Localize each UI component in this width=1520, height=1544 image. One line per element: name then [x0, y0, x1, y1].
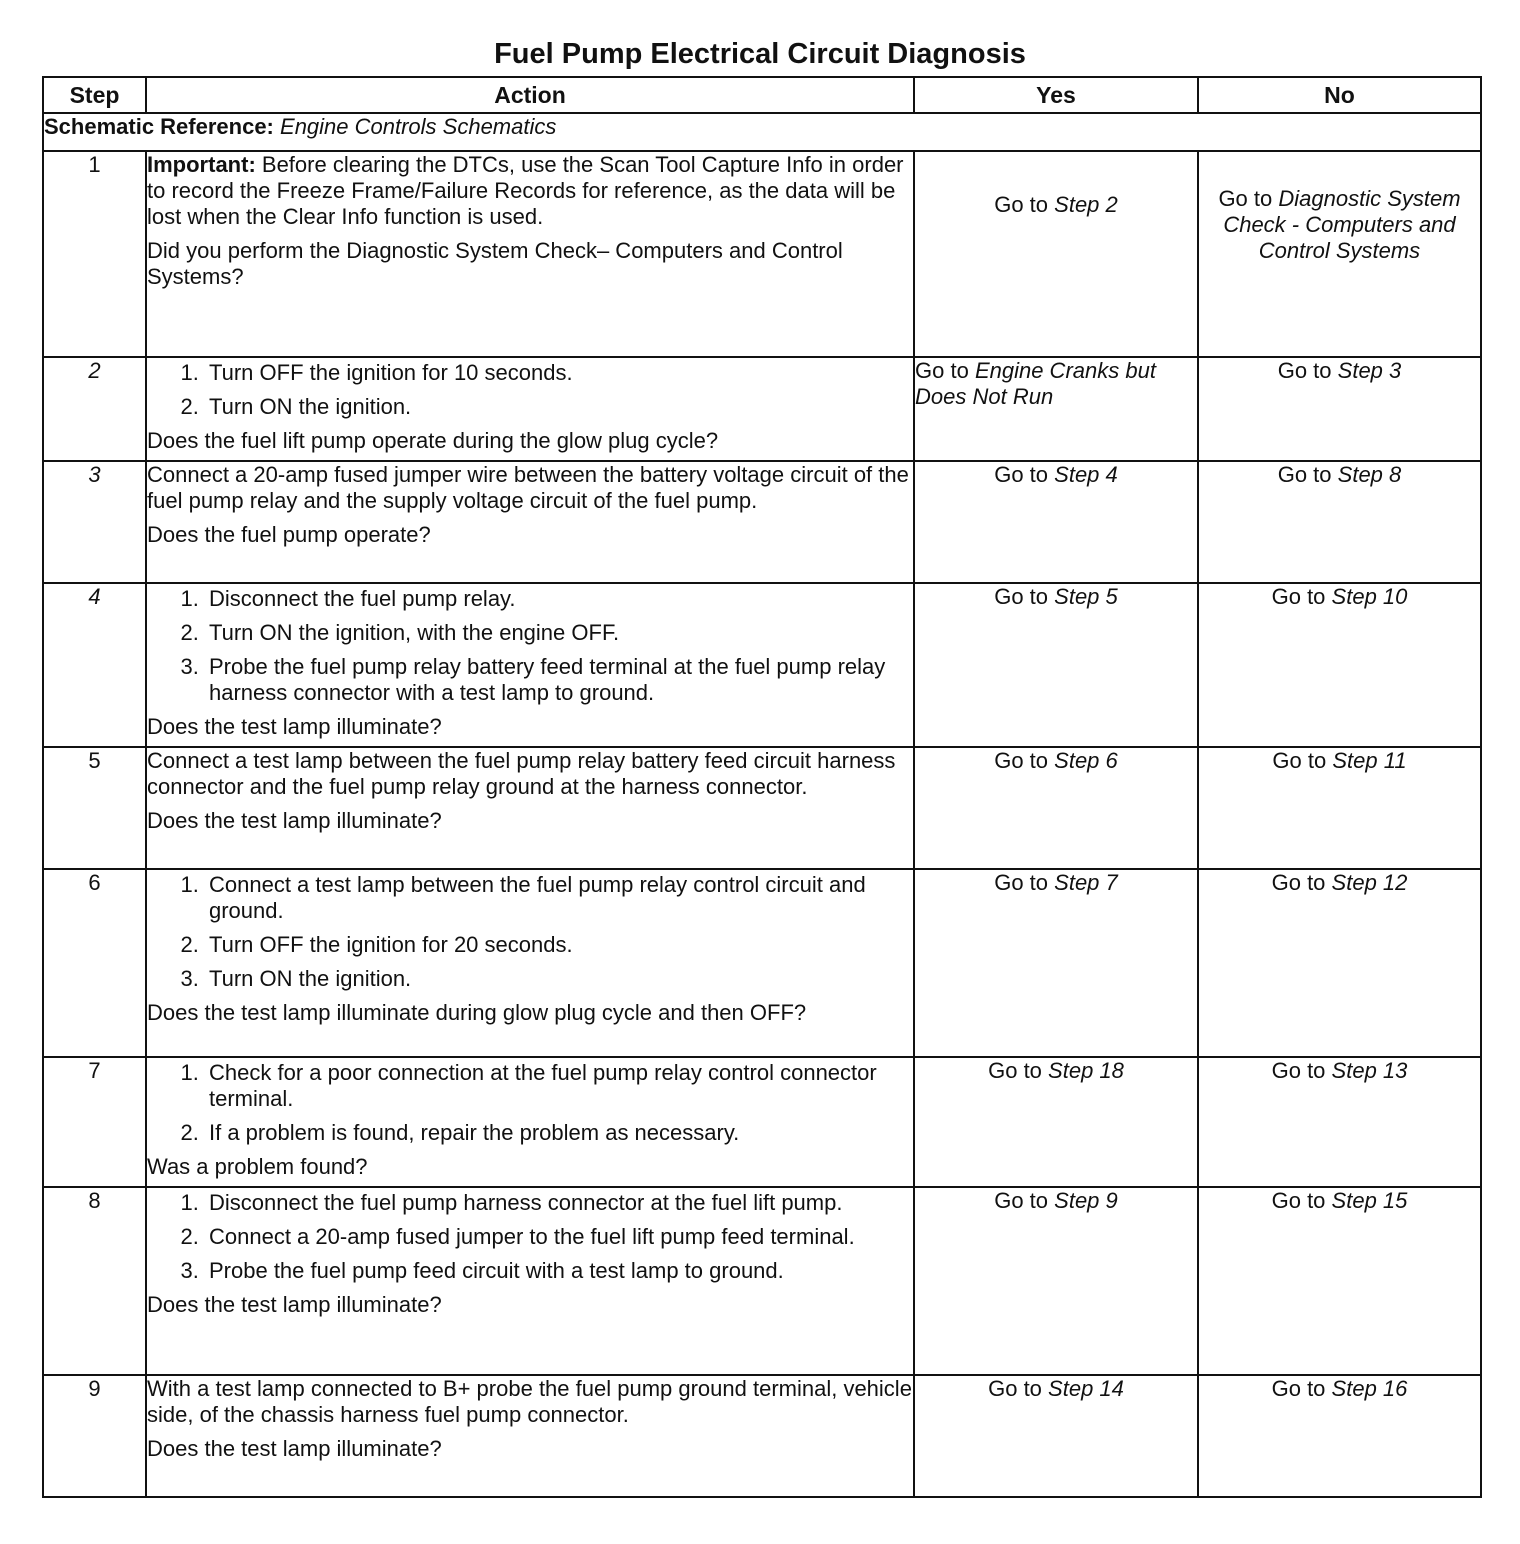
instruction-item: 2. Turn ON the ignition, with the engine OFF. — [205, 620, 913, 646]
instruction-item: 2. Turn OFF the ignition for 20 seconds. — [205, 932, 913, 958]
step-action — [146, 1375, 914, 1497]
step-instructions — [147, 872, 913, 992]
schematic-link[interactable]: Engine Controls Schematics — [280, 114, 557, 139]
step-action — [146, 747, 914, 869]
no-cell — [1198, 869, 1481, 1057]
goto-label: Go to — [988, 1376, 1042, 1401]
yes-cell — [914, 461, 1198, 583]
goto-label: Go to — [1271, 1376, 1326, 1401]
yes-cell — [914, 869, 1198, 1057]
no-cell — [1198, 461, 1481, 583]
table-row — [43, 1375, 1481, 1497]
table-row — [43, 747, 1481, 869]
goto-label: Go to — [1271, 1058, 1326, 1083]
important-text: Before clearing the DTCs, use the Scan Tool Capture Info in order to record the Freeze Frame/Failure Records for reference, as the data will be lost when the Clear Info function is used. — [147, 152, 904, 229]
table-row — [43, 461, 1481, 583]
goto-label: Go to — [1271, 584, 1326, 609]
yes-link[interactable]: Step 6 — [1054, 748, 1118, 773]
column-header-no: No — [1198, 77, 1481, 113]
step-action — [146, 1187, 914, 1375]
no-cell — [1198, 1375, 1481, 1497]
step-question: Does the fuel pump operate? — [147, 522, 431, 547]
instruction-item: 1. Check for a poor connection at the fuel pump relay control connector terminal. — [205, 1060, 913, 1112]
yes-cell — [914, 357, 1198, 461]
no-link[interactable]: Step 13 — [1331, 1058, 1408, 1083]
table-row — [43, 1057, 1481, 1187]
goto-label: Go to — [1272, 748, 1327, 773]
instruction-item: 3. Probe the fuel pump feed circuit with a test lamp to ground. — [205, 1258, 913, 1284]
step-number: 9 — [43, 1375, 146, 1497]
schematic-reference — [43, 113, 1481, 151]
yes-cell — [914, 1375, 1198, 1497]
goto-label: Go to — [1271, 870, 1326, 895]
instruction-item: 2. Turn ON the ignition. — [205, 394, 913, 420]
step-action — [146, 1057, 914, 1187]
important-note — [147, 152, 913, 230]
no-link[interactable]: Step 8 — [1337, 462, 1402, 487]
step-action — [146, 869, 914, 1057]
step-question: Does the test lamp illuminate? — [147, 714, 442, 739]
goto-label: Go to — [994, 192, 1049, 217]
yes-link[interactable]: Step 5 — [1054, 584, 1118, 609]
yes-cell — [914, 1187, 1198, 1375]
no-cell — [1198, 1187, 1481, 1375]
instruction-item: 1. Disconnect the fuel pump relay. — [205, 586, 913, 612]
no-cell — [1198, 1057, 1481, 1187]
instruction-item: 3. Probe the fuel pump relay battery feed terminal at the fuel pump relay harness connector with a test lamp to ground. — [205, 654, 913, 706]
step-number: 6 — [43, 869, 146, 1057]
step-instruction: Connect a test lamp between the fuel pump relay battery feed circuit harness connector and the fuel pump relay ground at the harness connector. — [147, 748, 896, 799]
step-number: 3 — [43, 461, 146, 583]
yes-link[interactable]: Step 18 — [1048, 1058, 1124, 1083]
step-number: 2 — [43, 357, 146, 461]
instruction-item: 1. Turn OFF the ignition for 10 seconds. — [205, 360, 913, 386]
step-question: Did you perform the Diagnostic System Check– Computers and Control Systems? — [147, 238, 843, 289]
goto-label: Go to — [994, 870, 1049, 895]
step-instruction: Connect a 20-amp fused jumper wire between the battery voltage circuit of the fuel pump relay and the supply voltage circuit of the fuel pump. — [147, 462, 909, 513]
no-cell — [1198, 357, 1481, 461]
instruction-item: 1. Disconnect the fuel pump harness connector at the fuel lift pump. — [205, 1190, 913, 1216]
step-question: Does the test lamp illuminate? — [147, 1436, 442, 1461]
step-number: 1 — [43, 151, 146, 357]
step-question: Does the test lamp illuminate? — [147, 1292, 442, 1317]
step-instructions — [147, 1190, 913, 1284]
no-link[interactable]: Step 11 — [1332, 748, 1407, 773]
goto-label: Go to — [994, 1188, 1049, 1213]
instruction-item: 2. If a problem is found, repair the problem as necessary. — [205, 1120, 913, 1146]
step-question: Does the test lamp illuminate during glow plug cycle and then OFF? — [147, 1000, 807, 1025]
yes-link[interactable]: Step 9 — [1054, 1188, 1118, 1213]
table-row — [43, 357, 1481, 461]
step-question: Does the fuel lift pump operate during the glow plug cycle? — [147, 428, 719, 453]
step-action — [146, 461, 914, 583]
goto-label: Go to — [915, 358, 969, 383]
step-instructions — [147, 1060, 913, 1146]
schematic-label: Schematic Reference: — [44, 114, 274, 139]
table-row — [43, 151, 1481, 357]
yes-cell — [914, 747, 1198, 869]
schematic-row — [43, 113, 1481, 151]
important-label: Important: — [147, 152, 256, 177]
goto-label: Go to — [1271, 1188, 1326, 1213]
table-row — [43, 869, 1481, 1057]
goto-label: Go to — [994, 462, 1049, 487]
no-link[interactable]: Step 3 — [1337, 358, 1402, 383]
step-number: 7 — [43, 1057, 146, 1187]
diagnosis-table — [42, 76, 1482, 1498]
no-link[interactable]: Diagnostic System Check - Computers and Control Systems — [1223, 186, 1461, 263]
yes-link[interactable]: Engine Cranks but Does Not Run — [915, 358, 1156, 409]
goto-label: Go to — [994, 748, 1049, 773]
step-question: Does the test lamp illuminate? — [147, 808, 442, 833]
step-instructions — [147, 360, 913, 420]
no-cell — [1198, 583, 1481, 747]
goto-label: Go to — [1277, 358, 1332, 383]
yes-link[interactable]: Step 2 — [1054, 192, 1118, 217]
step-instructions — [147, 586, 913, 706]
no-cell — [1198, 747, 1481, 869]
page-title: Fuel Pump Electrical Circuit Diagnosis — [494, 38, 1026, 70]
yes-link[interactable]: Step 4 — [1054, 462, 1118, 487]
table-row — [43, 583, 1481, 747]
yes-cell — [914, 583, 1198, 747]
step-number: 8 — [43, 1187, 146, 1375]
column-header-action: Action — [146, 77, 914, 113]
instruction-item: 3. Turn ON the ignition. — [205, 966, 913, 992]
instruction-item: 1. Connect a test lamp between the fuel pump relay control circuit and ground. — [205, 872, 913, 924]
step-action — [146, 357, 914, 461]
step-question: Was a problem found? — [147, 1154, 368, 1179]
goto-label: Go to — [994, 584, 1049, 609]
no-link[interactable]: Step 10 — [1331, 584, 1408, 609]
no-link[interactable]: Step 16 — [1331, 1376, 1408, 1401]
goto-label: Go to — [1277, 462, 1332, 487]
yes-link[interactable]: Step 14 — [1048, 1376, 1124, 1401]
no-link[interactable]: Step 12 — [1331, 870, 1408, 895]
goto-label: Go to — [988, 1058, 1042, 1083]
step-action — [146, 583, 914, 747]
table-row — [43, 1187, 1481, 1375]
step-number: 4 — [43, 583, 146, 747]
header-row — [43, 77, 1481, 113]
column-header-yes: Yes — [914, 77, 1198, 113]
no-cell — [1198, 151, 1481, 357]
no-link[interactable]: Step 15 — [1331, 1188, 1408, 1213]
step-number: 5 — [43, 747, 146, 869]
yes-cell — [914, 151, 1198, 357]
instruction-item: 2. Connect a 20-amp fused jumper to the fuel lift pump feed terminal. — [205, 1224, 913, 1250]
column-header-step: Step — [43, 77, 146, 113]
yes-cell — [914, 1057, 1198, 1187]
goto-label: Go to — [1218, 186, 1273, 211]
yes-link[interactable]: Step 7 — [1054, 870, 1118, 895]
step-action — [146, 151, 914, 357]
step-instruction: With a test lamp connected to B+ probe the fuel pump ground terminal, vehicle side, of the chassis harness fuel pump connector. — [147, 1376, 912, 1427]
